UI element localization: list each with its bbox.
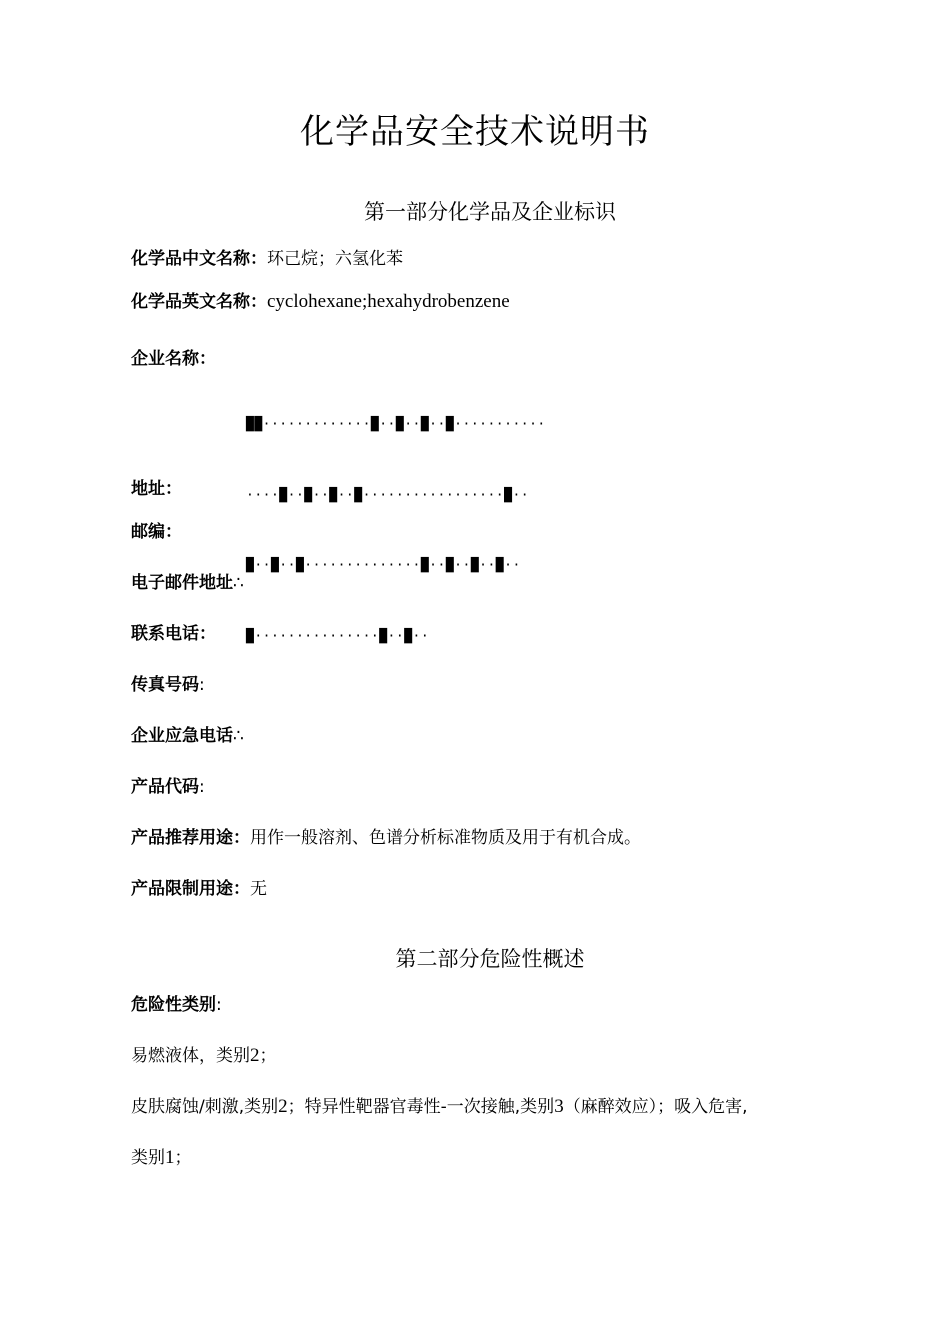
hazard-number: 1	[165, 1147, 175, 1168]
hazard-text: 易燃液体，类别	[131, 1046, 250, 1066]
cn-name-field	[131, 244, 403, 269]
hazard-line-3	[131, 1143, 192, 1169]
hazard-class-label: 危险性类别	[131, 995, 216, 1015]
emergency-phone-field	[131, 721, 244, 746]
section1-heading: 第一部分化学品及企业标识	[364, 200, 616, 224]
address-field	[131, 474, 182, 499]
postcode-label: 邮编：	[131, 522, 182, 542]
redacted-line: ██·············█··█··█··█···········	[246, 417, 546, 432]
emergency-separator: ∴	[233, 726, 244, 746]
fax-separator: :	[199, 675, 205, 695]
hazard-text: ；特异性靶器官毒性-一次接触,类别	[287, 1097, 555, 1117]
redacted-line: ····█··█··█··█·················█··	[246, 487, 530, 503]
company-name-redacted	[246, 366, 846, 695]
en-name-field	[131, 287, 510, 313]
hazard-class-field	[131, 990, 222, 1015]
redacted-line: █··█··█··············█··█··█··█··	[246, 558, 521, 573]
product-code-separator: :	[199, 777, 205, 797]
hazard-line-2	[131, 1092, 748, 1118]
company-label: 企业名称：	[131, 349, 216, 369]
hazard-text: ；	[259, 1046, 277, 1066]
phone-field	[131, 619, 216, 644]
email-label: 电子邮件地址	[131, 573, 233, 593]
fax-field	[131, 670, 205, 695]
hazard-text: 类别	[131, 1148, 165, 1168]
address-label: 地址：	[131, 479, 182, 499]
restricted-use-field	[131, 874, 267, 899]
fax-label: 传真号码	[131, 675, 199, 695]
restricted-use-label: 产品限制用途：	[131, 879, 250, 899]
document-title: 化学品安全技术说明书	[300, 112, 650, 152]
hazard-text: ；	[174, 1148, 192, 1168]
en-name-label: 化学品英文名称：	[131, 292, 267, 312]
redacted-line: █···············█··█··	[246, 628, 430, 644]
hazard-number: 2	[250, 1045, 260, 1066]
email-field	[131, 568, 244, 593]
postcode-field	[131, 517, 182, 542]
product-code-field	[131, 772, 205, 797]
section2-heading: 第二部分危险性概述	[395, 947, 585, 971]
hazard-number: 2	[278, 1096, 288, 1117]
company-field	[131, 344, 216, 369]
hazard-line-1	[131, 1041, 277, 1067]
emergency-phone-label: 企业应急电话	[131, 726, 233, 746]
recommended-use-value: 用作一般溶剂、色谱分析标准物质及用于有机合成。	[250, 828, 641, 848]
restricted-use-value: 无	[250, 879, 267, 899]
cn-name-label: 化学品中文名称：	[131, 249, 267, 269]
phone-label: 联系电话：	[131, 624, 216, 644]
email-separator: ∴	[233, 573, 244, 593]
en-name-value: cyclohexane;hexahydrobenzene	[267, 291, 510, 312]
hazard-class-separator: :	[216, 995, 222, 1015]
recommended-use-field	[131, 823, 641, 848]
hazard-number: 3	[554, 1096, 564, 1117]
recommended-use-label: 产品推荐用途：	[131, 828, 250, 848]
product-code-label: 产品代码	[131, 777, 199, 797]
hazard-text: （麻醉效应）；吸入危害,	[563, 1097, 748, 1117]
cn-name-value: 环己烷；六氢化苯	[267, 249, 403, 269]
hazard-text: 皮肤腐蚀/刺激,类别	[131, 1097, 279, 1117]
